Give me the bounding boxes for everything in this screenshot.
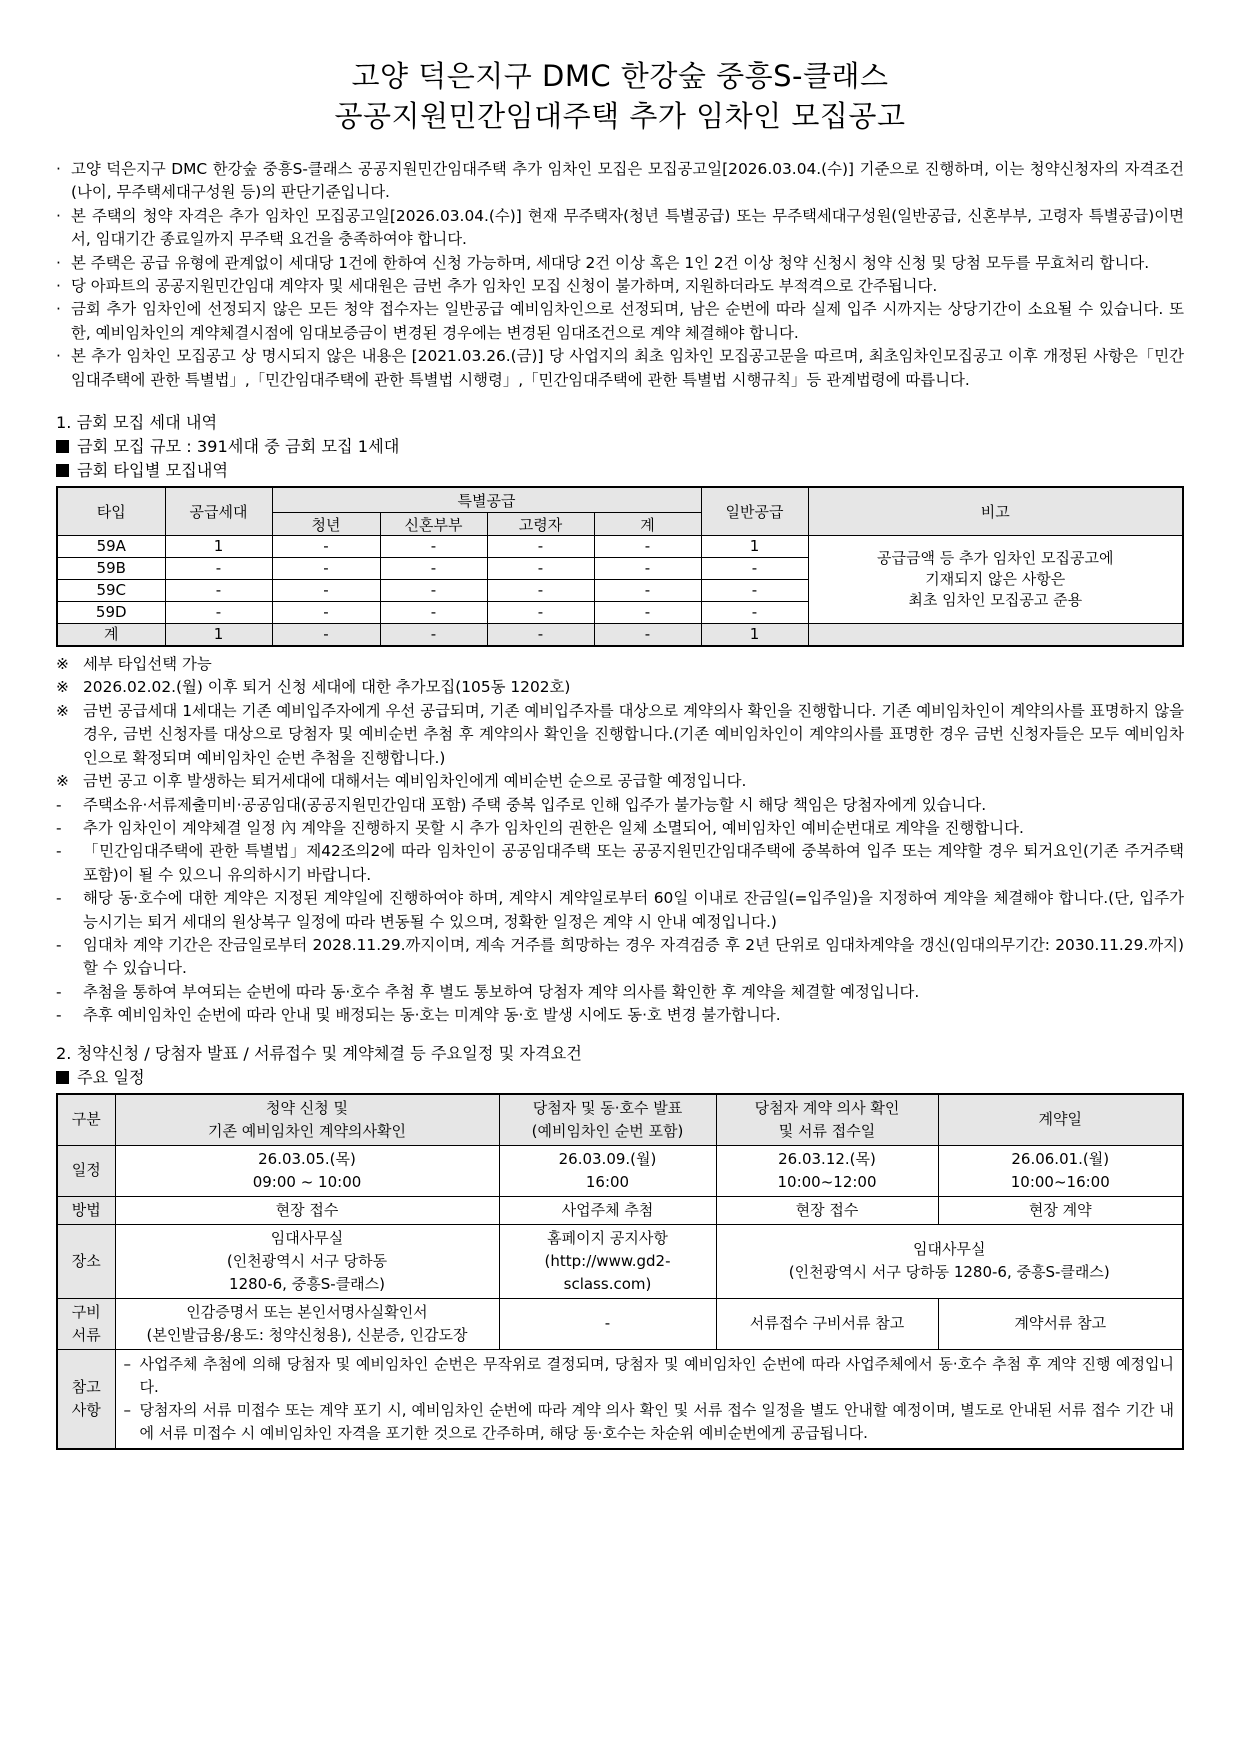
remark-line: 공급금액 등 추가 임차인 모집공고에 — [877, 549, 1114, 568]
th-line: (예비임차인 순번 포함) — [531, 1121, 684, 1140]
cell-line: 10:00~12:00 — [777, 1172, 877, 1191]
page-title-line2: 공공지원민간임대주택 추가 임차인 모집공고 — [334, 99, 906, 133]
cell: 계 — [57, 624, 165, 647]
cell: - — [380, 602, 487, 624]
note-item — [56, 981, 1184, 1004]
by-type-heading-text: 금회 타입별 모집내역 — [77, 461, 229, 481]
section2-heading: 2. 청약신청 / 당첨자 발표 / 서류접수 및 계약체결 등 주요일정 및 자격요건 — [56, 1043, 582, 1063]
note-text: 금번 공급세대 1세대는 기존 예비입주자에게 우선 공급되며, 기존 예비입주자를 대상으로 계약의사 확인을 진행합니다. 기존 예비임차인이 계약의사를 표명하지 않을 경우, 금번 신청자를 대상으로 당첨자 및 예비순번 추첨 후 계약의사 확인을 진행합니다.(기존 예비임차인이 계약의사를 표명한 경우 금번 신청자들은 모두 예비임차인으로 확정되며 예비임차인 순번 추첨을 진행합니다.) — [83, 701, 1184, 767]
row-label: 방법 — [57, 1196, 115, 1224]
reference-item — [124, 1399, 1175, 1445]
cell: - — [701, 602, 808, 624]
cell: - — [165, 558, 272, 580]
intro-list — [56, 158, 1184, 392]
cell-line: 인감증명서 또는 본인서명사실확인서 — [186, 1302, 428, 1321]
cell-line: (본인발급용/용도: 청약신청용), 신분증, 인감도장 — [146, 1325, 468, 1344]
cell — [938, 1145, 1183, 1196]
cell — [716, 1145, 938, 1196]
table-row — [57, 1094, 1183, 1146]
cell-line: 26.06.01.(월) — [1011, 1149, 1110, 1168]
table-row — [57, 1145, 1183, 1196]
note-text: 추후 예비임차인 순번에 따라 안내 및 배정되는 동·호는 미계약 동·호 발생 시에도 동·호 변경 불가합니다. — [83, 1006, 781, 1025]
label-line: 서류 — [71, 1325, 101, 1344]
table-row — [57, 1349, 1183, 1449]
intro-item: · 금회 추가 임차인에 선정되지 않은 모든 청약 접수자는 일반공급 예비임차인으로 선정되며, 남은 순번에 따라 실제 입주 시까지는 상당기간이 소요될 수 있습니다. 또한, 예비임차인의 계약체결시점에 임대보증금이 변경된 경우에는 변경된 임대조건으로 계약 체결해야 합니다. — [56, 298, 1184, 345]
th-supply: 공급세대 — [165, 487, 272, 536]
th-line: 및 서류 접수일 — [778, 1121, 876, 1140]
dash-icon: – — [123, 1400, 131, 1419]
table-total-row — [57, 624, 1183, 647]
cell — [499, 1224, 716, 1298]
note-item — [56, 817, 1184, 840]
cell-line: 26.03.05.(목) — [258, 1149, 356, 1168]
note-mark: - — [56, 818, 62, 837]
schedule-heading-text: 주요 일정 — [77, 1067, 145, 1087]
intro-item: · 본 추가 임차인 모집공고 상 명시되지 않은 내용은 [2021.03.26.(금)] 당 사업지의 최초 임차인 모집공고문을 따르며, 최초임차인모집공고 이후 개정된 사항은「민간임대주택에 관한 특별법」,「민간임대주택에 관한 특별법 시행령」,「민간임대주택에 관한 특별법 시행규칙」등 관계법령에 따릅니다. — [56, 345, 1184, 392]
reference-text: 당첨자의 서류 미접수 또는 계약 포기 시, 예비임차인 순번에 따라 계약 의사 확인 및 서류 접수 일정을 별도 안내할 예정이며, 별도로 안내된 서류 접수 기간 내에 서류 미접수 시 예비임차인 자격을 포기한 것으로 간주하며, 해당 동·호수는 차순위 예비순번에게 공급됩니다. — [139, 1400, 1174, 1442]
note-item — [56, 934, 1184, 981]
note-text: 추가 임차인이 계약체결 일정 內 계약을 진행하지 못할 시 추가 임차인의 권한은 일체 소멸되어, 예비임차인 예비순번대로 계약을 진행합니다. — [83, 818, 1024, 837]
cell: 59D — [57, 602, 165, 624]
cell: 1 — [701, 624, 808, 647]
cell — [115, 1224, 499, 1298]
cell: - — [499, 1298, 716, 1349]
cell: - — [272, 580, 380, 602]
cell: - — [594, 558, 701, 580]
cell: - — [594, 580, 701, 602]
th-general: 일반공급 — [701, 487, 808, 536]
row-label — [57, 1298, 115, 1349]
schedule-table — [56, 1093, 1184, 1450]
th-apply — [115, 1094, 499, 1146]
note-text: 금번 공고 이후 발생하는 퇴거세대에 대해서는 예비임차인에게 예비순번 순으로 공급할 예정입니다. — [83, 772, 747, 791]
note-item — [56, 676, 1184, 699]
th-line: 당첨자 및 동·호수 발표 — [532, 1098, 683, 1117]
cell: 현장 접수 — [115, 1196, 499, 1224]
remark-line: 최초 임차인 모집공고 준용 — [908, 591, 1083, 610]
cell: 59C — [57, 580, 165, 602]
cell: - — [380, 624, 487, 647]
cell: - — [594, 536, 701, 558]
cell-line: 26.03.12.(목) — [778, 1149, 876, 1168]
note-text: 임대차 계약 기간은 잔금일로부터 2028.11.29.까지이며, 계속 거주를 희망하는 경우 자격검증 후 2년 단위로 임대차계약을 갱신(임대의무기간: 2030.11.29.까지)할 수 있습니다. — [83, 935, 1184, 978]
th-line: 기존 예비임차인 계약의사확인 — [208, 1121, 406, 1140]
cell: - — [701, 580, 808, 602]
cell: 1 — [701, 536, 808, 558]
cell: 사업주체 추첨 — [499, 1196, 716, 1224]
cell-line: 26.03.09.(월) — [558, 1149, 657, 1168]
remark-line: 기재되지 않은 사항은 — [925, 570, 1066, 589]
row-label: 일정 — [57, 1145, 115, 1196]
cell-line: 1280-6, 중흥S-클래스) — [229, 1274, 385, 1293]
cell: 1 — [165, 624, 272, 647]
cell: 현장 접수 — [716, 1196, 938, 1224]
th-line: 당첨자 계약 의사 확인 — [754, 1098, 900, 1117]
note-item — [56, 770, 1184, 793]
cell-line: (인천광역시 서구 당하동 — [226, 1251, 388, 1270]
cell: - — [701, 558, 808, 580]
cell: - — [272, 536, 380, 558]
cell — [115, 1145, 499, 1196]
table-row — [57, 536, 1183, 558]
th-line: 청약 신청 및 — [266, 1098, 348, 1117]
cell — [716, 1224, 1183, 1298]
cell: - — [380, 536, 487, 558]
note-item — [56, 794, 1184, 817]
note-text: 「민간임대주택에 관한 특별법」제42조의2에 따라 임차인이 공공임대주택 또는 공공지원민간임대주택에 중복하여 입주 또는 계약할 경우 퇴거요인(기존 주거주택 포함)이 될 수 있으니 유의하시기 바랍니다. — [83, 842, 1184, 884]
cell-line: 임대사무실 — [270, 1228, 344, 1247]
reference-text: 사업주체 추첨에 의해 당첨자 및 예비임차인 순번은 무작위로 결정되며, 당첨자 및 예비임차인 순번에 따라 사업주체에서 동·호수 추첨 후 계약 진행 예정입니다. — [139, 1354, 1174, 1396]
note-mark: ※ — [56, 701, 69, 720]
cell-line: 09:00 ~ 10:00 — [252, 1172, 362, 1191]
cell: - — [380, 580, 487, 602]
th-announce — [499, 1094, 716, 1146]
note-text: 2026.02.02.(월) 이후 퇴거 신청 세대에 대한 추가모집(105동 1202호) — [83, 678, 571, 697]
cell: - — [487, 558, 594, 580]
th-confirm — [716, 1094, 938, 1146]
square-bullet-icon — [56, 440, 69, 453]
note-mark: - — [56, 1006, 62, 1025]
cell — [499, 1145, 716, 1196]
th-subtotal: 계 — [594, 513, 701, 536]
cell-line: 홈페이지 공지사항 — [547, 1228, 668, 1247]
cell: - — [272, 624, 380, 647]
cell: 59B — [57, 558, 165, 580]
cell-line: 임대사무실 — [913, 1240, 986, 1259]
intro-item: · 고양 덕은지구 DMC 한강숲 중흥S-클래스 공공지원민간임대주택 추가 임차인 모집은 모집공고일[2026.03.04.(수)] 기준으로 진행하며, 이는 청약신청자의 자격조건(나이, 무주택세대구성원 등)의 판단기준입니다. — [56, 158, 1184, 205]
dash-icon: – — [123, 1354, 131, 1373]
homepage-link[interactable]: (http://www.gd2-sclass.com) — [544, 1251, 671, 1293]
row-label: 장소 — [57, 1224, 115, 1298]
page-title-line1: 고양 덕은지구 DMC 한강숲 중흥S-클래스 — [351, 59, 889, 93]
intro-item: · 본 주택의 청약 자격은 추가 임차인 모집공고일[2026.03.04.(수)] 현재 무주택자(청년 특별공급) 또는 무주택세대구성원(일반공급, 신혼부부, 고령자 특별공급)이면서, 임대기간 종료일까지 무주택 요건을 충족하여야 합니다. — [56, 205, 1184, 252]
section1-heading: 1. 금회 모집 세대 내역 — [56, 413, 218, 433]
cell: 현장 계약 — [938, 1196, 1183, 1224]
table-row — [57, 1196, 1183, 1224]
cell: - — [487, 624, 594, 647]
note-item — [56, 840, 1184, 887]
cell: - — [272, 602, 380, 624]
cell: - — [594, 624, 701, 647]
remark-cell — [808, 536, 1183, 624]
cell: 서류접수 구비서류 참고 — [716, 1298, 938, 1349]
cell-line: 10:00~16:00 — [1010, 1172, 1110, 1191]
schedule-heading — [56, 1066, 1184, 1090]
note-text: 해당 동·호수에 대한 계약은 지정된 계약일에 진행하여야 하며, 계약시 계약일로부터 60일 이내로 잔금일(=입주일)을 지정하여 계약을 체결해야 합니다.(단, 입주가능시기는 퇴거 세대의 원상복구 일정에 따라 변동될 수 있으며, 정확한 일정은 계약 시 안내 예정입니다.) — [83, 889, 1184, 931]
cell: 1 — [165, 536, 272, 558]
reference-item — [124, 1353, 1175, 1399]
th-type: 타입 — [57, 487, 165, 536]
cell — [808, 624, 1183, 647]
notes-list — [56, 653, 1184, 1028]
cell: 계약서류 참고 — [938, 1298, 1183, 1349]
note-mark: - — [56, 842, 62, 861]
reference-cell — [115, 1349, 1183, 1449]
note-mark: - — [56, 889, 62, 908]
label-line: 사항 — [71, 1400, 101, 1419]
note-mark: - — [56, 795, 62, 814]
note-mark: - — [56, 935, 62, 954]
intro-item: · 당 아파트의 공공지원민간임대 계약자 및 세대원은 금번 추가 임차인 모집 신청이 불가하며, 지원하더라도 부적격으로 간주됩니다. — [56, 275, 1184, 298]
th-label: 구분 — [57, 1094, 115, 1146]
label-line: 참고 — [71, 1377, 101, 1396]
cell-line: 16:00 — [585, 1172, 630, 1191]
th-remark: 비고 — [808, 487, 1183, 536]
recruit-by-type-table — [56, 486, 1184, 647]
cell: - — [380, 558, 487, 580]
th-contract: 계약일 — [938, 1094, 1183, 1146]
recruit-scale-text: 금회 모집 규모 : 391세대 중 금회 모집 1세대 — [77, 437, 400, 457]
square-bullet-icon — [56, 464, 69, 477]
note-text: 주택소유·서류제출미비·공공임대(공공지원민간임대 포함) 주택 중복 입주로 인해 입주가 불가능할 시 해당 책임은 당첨자에게 있습니다. — [83, 795, 987, 814]
cell-line: (인천광역시 서구 당하동 1280-6, 중흥S-클래스) — [788, 1263, 1110, 1282]
note-text: 세부 타입선택 가능 — [83, 655, 212, 674]
cell: - — [487, 580, 594, 602]
cell: - — [487, 536, 594, 558]
square-bullet-icon — [56, 1071, 69, 1084]
th-newlywed: 신혼부부 — [380, 513, 487, 536]
row-label — [57, 1349, 115, 1449]
note-mark: ※ — [56, 772, 69, 791]
cell: - — [165, 602, 272, 624]
intro-item: · 본 주택은 공급 유형에 관계없이 세대당 1건에 한하여 신청 가능하며, 세대당 2건 이상 혹은 1인 2건 이상 청약 신청시 청약 신청 및 당첨 모두를 무효처리 합니다. — [56, 252, 1184, 275]
label-line: 구비 — [71, 1302, 101, 1321]
table-row — [57, 1298, 1183, 1349]
note-text: 추첨을 통하여 부여되는 순번에 따라 동·호수 추첨 후 별도 통보하여 당첨자 계약 의사를 확인한 후 계약을 체결할 예정입니다. — [83, 982, 920, 1001]
note-mark: - — [56, 982, 62, 1001]
cell: - — [165, 580, 272, 602]
cell — [115, 1298, 499, 1349]
cell: - — [594, 602, 701, 624]
note-item — [56, 1004, 1184, 1027]
table-row — [57, 1224, 1183, 1298]
th-elderly: 고령자 — [487, 513, 594, 536]
recruit-scale — [56, 435, 1184, 459]
cell: - — [487, 602, 594, 624]
th-special: 특별공급 — [272, 487, 701, 513]
note-item — [56, 887, 1184, 934]
note-item — [56, 653, 1184, 676]
note-item — [56, 700, 1184, 770]
note-mark: ※ — [56, 678, 69, 697]
cell: 59A — [57, 536, 165, 558]
note-mark: ※ — [56, 655, 69, 674]
cell: - — [272, 558, 380, 580]
by-type-heading — [56, 459, 1184, 483]
th-youth: 청년 — [272, 513, 380, 536]
